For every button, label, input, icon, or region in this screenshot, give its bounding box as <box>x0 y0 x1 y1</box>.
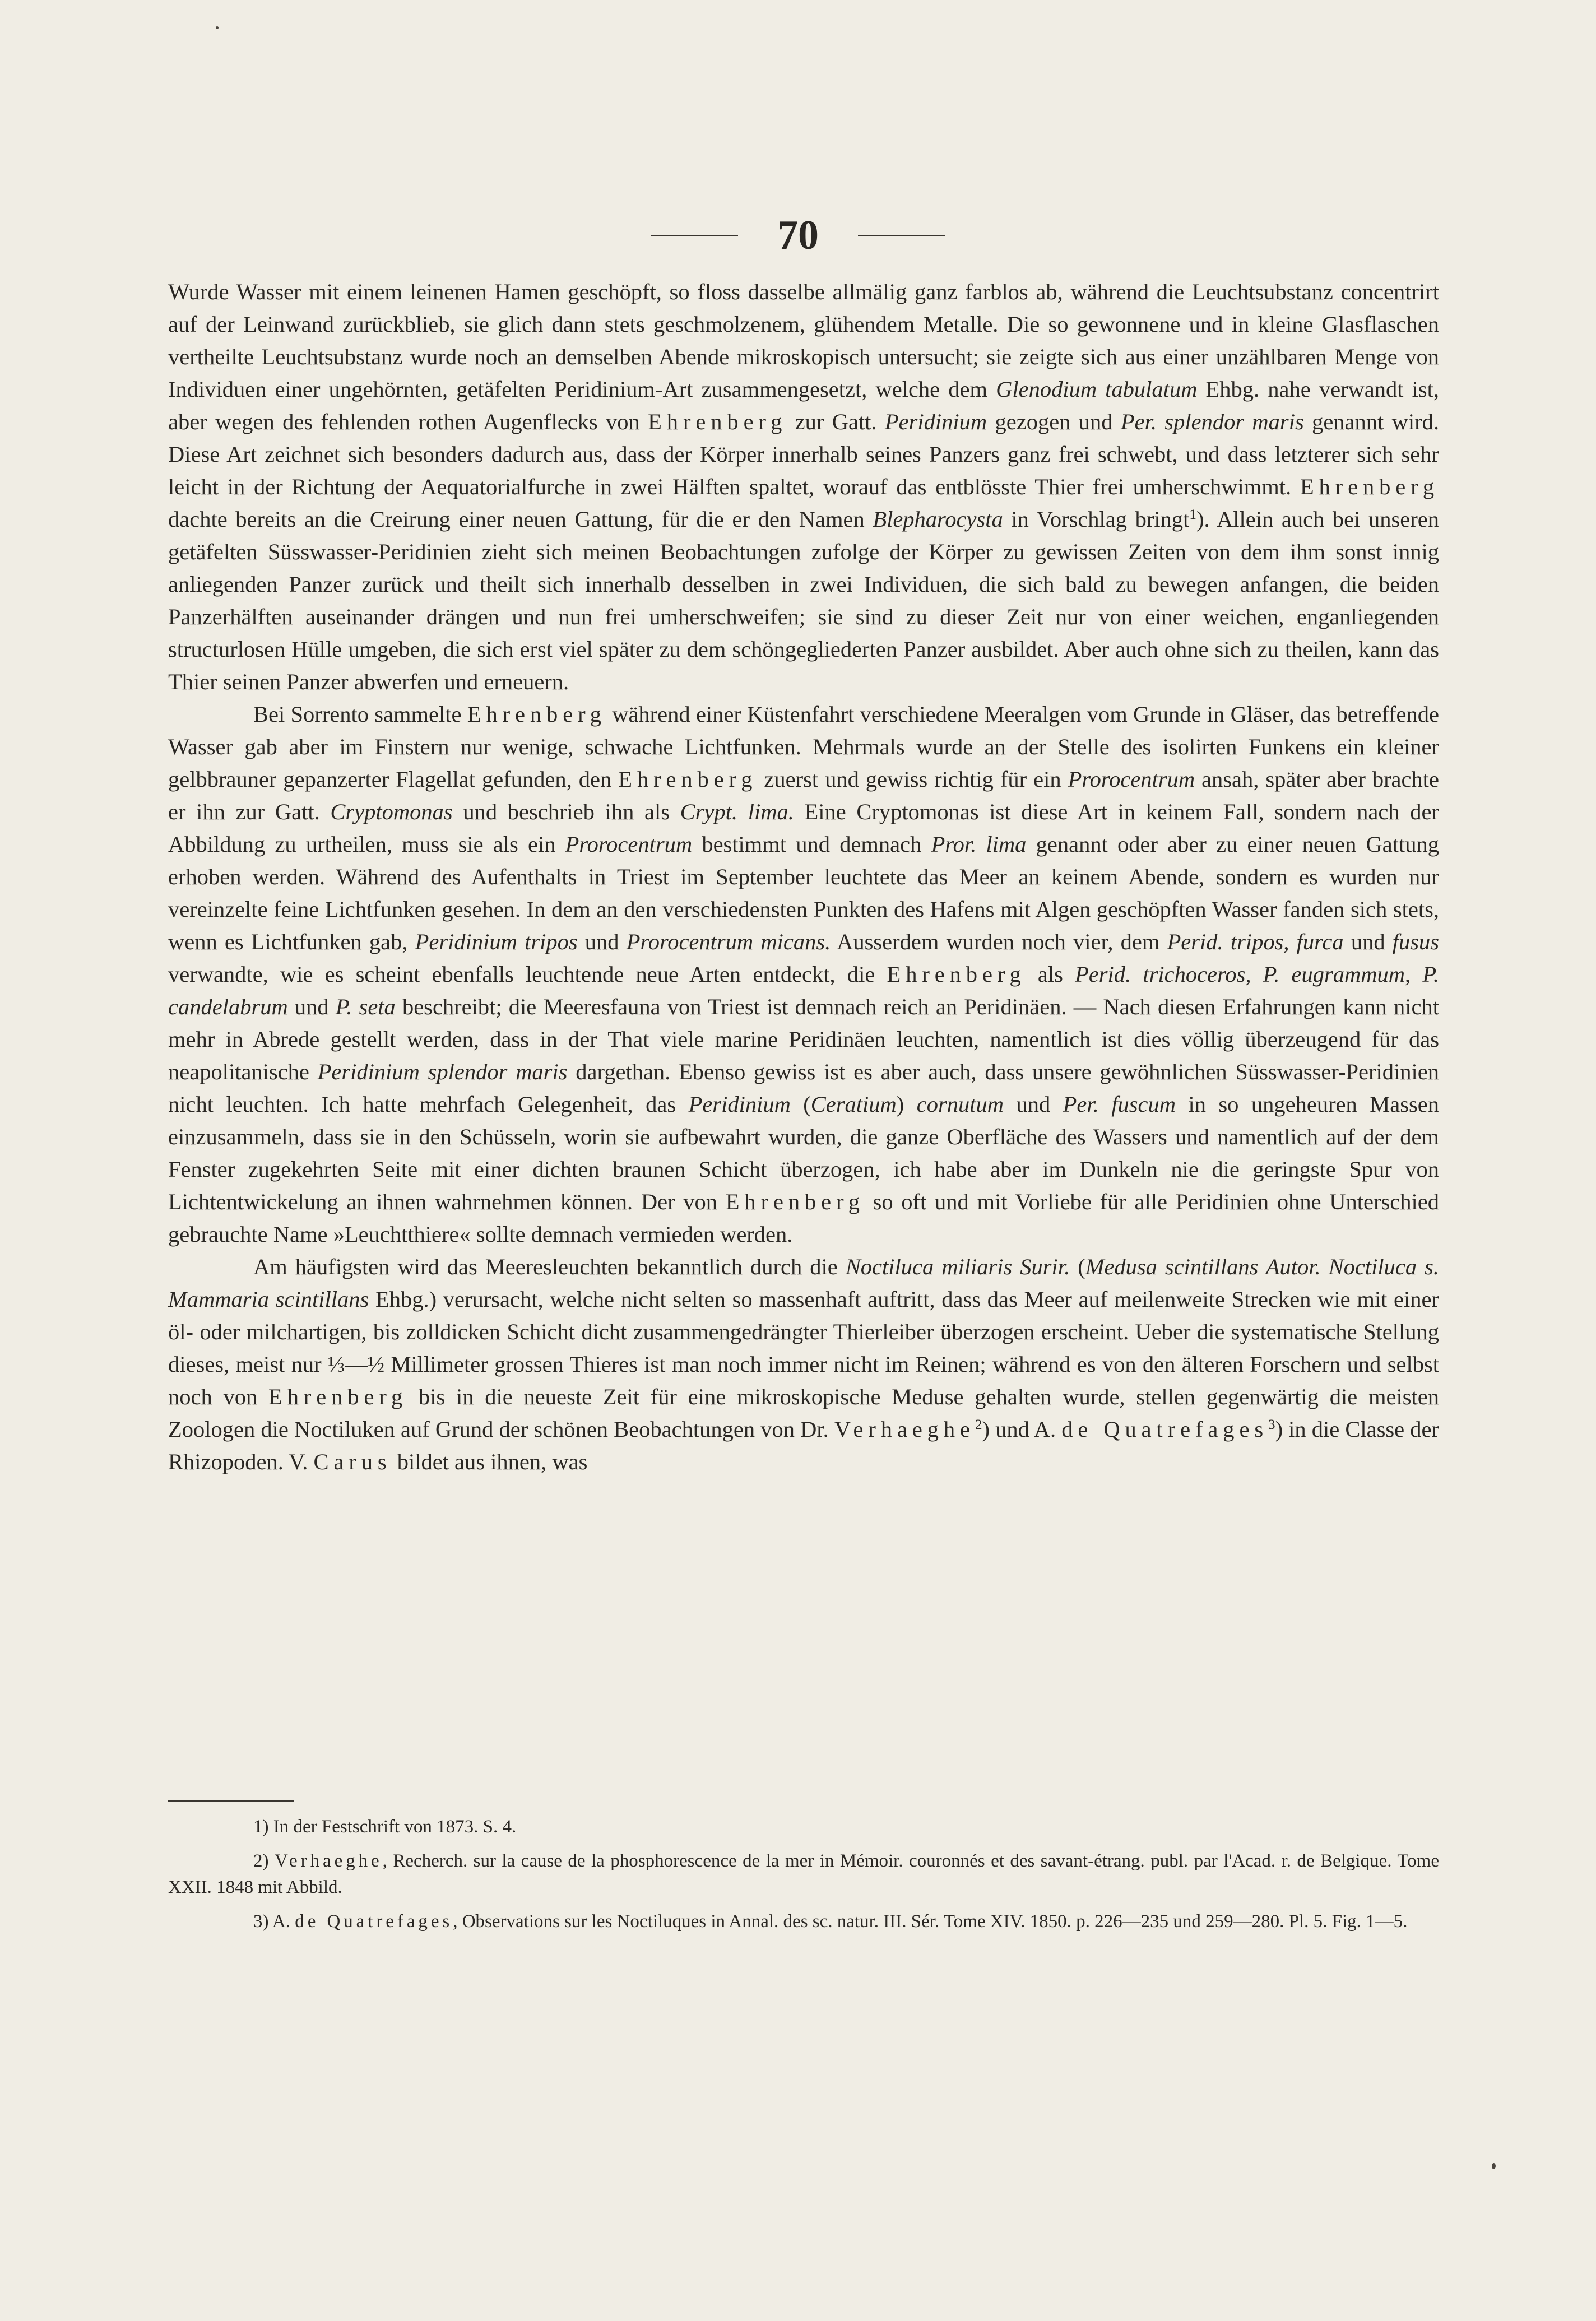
text-run: , <box>1283 929 1297 954</box>
text-run: verwandte, wie es scheint ebenfalls leuchtende neue Arten entdeckt, die <box>168 962 887 987</box>
italic-term: Peridinium <box>884 409 987 434</box>
text-run: ansah, später aber brachte er ihn zur Gatt. <box>168 767 1439 824</box>
text-run: als <box>1026 962 1075 987</box>
italic-term: Prorocentrum micans. <box>626 929 831 954</box>
italic-term: Medusa scintillans Autor. Noctiluca s. Mammaria scintillans <box>168 1254 1439 1312</box>
page-header <box>0 213 1596 258</box>
italic-term: Prorocentrum <box>565 832 693 857</box>
footnotes <box>168 1814 1439 1943</box>
text-run: Wurde Wasser mit einem leinenen Hamen geschöpft, so floss dasselbe allmälig ganz farblos ab, während die Leuchtsubstanz concentrirt auf der Leinwand zurückblieb, sie glich dann stets geschmolzenem, glühendem Metalle. Die so gewonnene und in kleine Glasflaschen vertheilte Leuchtsubstanz wurde noch an demselben Abende mikroskopisch untersucht; sie zeigte sich aus einer unzählbaren Menge von Individuen einer ungehörnten, getäfelten Peridinium-Art zusammengesetzt, welche dem <box>168 279 1439 402</box>
text-run: und beschrieb ihn als <box>452 799 680 824</box>
spaced-name: de Quatrefages <box>295 1911 453 1932</box>
body-text <box>168 276 1439 1478</box>
italic-term: Per. splendor maris <box>1120 409 1304 434</box>
italic-term: Per. fuscum <box>1063 1092 1176 1117</box>
spaced-name: Verhaeghe <box>274 1851 383 1871</box>
text-run: ( <box>1070 1254 1085 1279</box>
text-run: ( <box>790 1092 811 1117</box>
italic-term: Peridinium <box>688 1092 791 1117</box>
italic-term: furca <box>1296 929 1344 954</box>
text-run: Ehbg. nahe verwandt ist, aber wegen des fehlenden rothen Augenflecks von <box>168 377 1439 434</box>
text-run: ) <box>896 1092 917 1117</box>
header-rule-right <box>858 235 945 236</box>
text-run: in so ungeheuren Massen einzusammeln, dass sie in den Schüsseln, worin sie aufbewahrt wurden, die ganze Oberfläche des Wassers und namentlich auf der dem Fenster zugekehrten Seite mit einer dichten braunen Schicht überzogen, ich habe aber im Dunkeln nie die geringste Spur von Lichtentwickelung an ihnen wahrnehmen können. Der von <box>168 1092 1439 1214</box>
italic-term: Pror. lima <box>931 832 1027 857</box>
spaced-name: Carus <box>313 1449 392 1474</box>
text-run: und <box>1343 929 1393 954</box>
spaced-name: Ehrenberg <box>467 702 606 727</box>
text-run: und <box>287 994 336 1019</box>
text-run: bestimmt und demnach <box>692 832 931 857</box>
text-run: genannt oder aber zu einer neuen Gattung erhoben werden. Während des Aufenthalts in Triest im September leuchtete das Meer an keinem Abende, sondern es wurden nur vereinzelte feine Lichtfunken gesehen. In dem an den verschiedensten Punkten des Hafens mit Algen geschöpften Wasser fanden sich stets, wenn es Lichtfunken gab, <box>168 832 1440 954</box>
text-run: so oft und mit Vorliebe für alle Peridinien ohne Unterschied gebrauchte Name »Leuchtthiere« sollte demnach vermieden werden. <box>168 1189 1439 1247</box>
italic-term: Glenodium tabulatum <box>996 377 1198 402</box>
spaced-name: Ehrenberg <box>1300 474 1439 499</box>
text-run: Ausserdem wurden noch vier, dem <box>831 929 1167 954</box>
spaced-name: Ehrenberg <box>725 1189 865 1214</box>
text-run: und <box>577 929 627 954</box>
page-speck <box>1492 2163 1496 2169</box>
text-run: bildet aus ihnen, was <box>391 1449 588 1474</box>
text-run: Am häufigsten wird das Meeresleuchten bekanntlich durch die <box>253 1254 846 1279</box>
italic-term: Peridinium splendor maris <box>317 1059 568 1084</box>
italic-term: P. seta <box>335 994 396 1019</box>
paragraph <box>168 698 1439 1251</box>
italic-term: Noctiluca miliaris Surir. <box>845 1254 1070 1279</box>
footnote-ref: 3 <box>1268 1417 1275 1433</box>
text-run: ) in die Classe der Rhizopoden. V. <box>168 1417 1439 1474</box>
italic-term: Crypt. lima. <box>680 799 794 824</box>
paragraph <box>168 1251 1439 1478</box>
spaced-name: de Quatrefages <box>1061 1417 1268 1442</box>
italic-term: Ceratium <box>810 1092 897 1117</box>
text-run: bis in die neueste Zeit für eine mikroskopische Meduse gehalten wurde, stellen gegenwärtig die meisten Zoologen die Noctiluken auf Grund der schönen Beobachtungen von Dr. <box>168 1384 1439 1442</box>
text-run: 1) In der Festschrift von 1873. S. 4. <box>253 1817 517 1837</box>
italic-term: Perid. trichoceros, P. eugrammum <box>1075 962 1405 987</box>
text-run: dachte bereits an die Creirung einer neuen Gattung, für die er den Namen <box>168 507 873 532</box>
italic-term: fusus <box>1392 929 1440 954</box>
text-run: zuerst und gewiss richtig für ein <box>757 767 1068 792</box>
text-run: Eine Cryptomonas ist diese Art in keinem Fall, sondern nach der Abbildung zu urtheilen, muss sie als ein <box>168 799 1439 857</box>
text-run: gezogen und <box>987 409 1121 434</box>
text-run: beschreibt; die Meeresfauna von Triest ist demnach reich an Peridinäen. — Nach diesen Erfahrungen kann nicht mehr in Abrede gestellt werden, dass in der That viele marine Peridinäen leuchten, namentlich ist dies völlig überzeugend für das neapolitanische <box>168 994 1439 1084</box>
text-run: , Recherch. sur la cause de la phosphorescence de la mer in Mémoir. couronnés et des savant-étrang. publ. par l'Acad. r. de Belgique. Tome XXII. 1848 mit Abbild. <box>168 1851 1439 1897</box>
footnote <box>168 1909 1439 1935</box>
text-run: Ehbg.) verursacht, welche nicht selten so massenhaft auftritt, dass das Meer auf meilenweite Strecken wie mit einer öl- oder milchartigen, bis zolldicken Schicht dicht zusammengedrängter Thierleiber überzogen erscheint. Ueber die systematische Stellung dieses, meist nur ⅓—½ Millimeter grossen Thieres ist man noch immer nicht im Reinen; während es von den älteren Forschern und selbst noch von <box>168 1287 1439 1409</box>
text-run: während einer Küstenfahrt verschiedene Meeralgen vom Grunde in Gläser, das betreffende Wasser gab aber im Finstern nur wenige, schwache Lichtfunken. Mehrmals wurde an der Stelle des isolirten Funkens ein kleiner gelbbrauner gepanzerter Flagellat gefunden, den <box>168 702 1440 792</box>
text-run: , <box>1405 962 1423 987</box>
text-run: 2) <box>253 1851 275 1871</box>
text-run: ) und A. <box>982 1417 1062 1442</box>
spaced-name: Ehrenberg <box>618 767 758 792</box>
header-rule-left <box>651 235 738 236</box>
text-run: in Vorschlag bringt <box>1003 507 1190 532</box>
italic-term: Perid. tripos <box>1167 929 1284 954</box>
spaced-name: Verhaeghe <box>834 1417 975 1442</box>
italic-term: cornutum <box>916 1092 1004 1117</box>
spaced-name: Ehrenberg <box>887 962 1026 987</box>
text-run: 3) A. <box>253 1911 295 1932</box>
text-run: , Observations sur les Noctiluques in Annal. des sc. natur. III. Sér. Tome XIV. 1850. p. 226—235 und 259—280. Pl. 5. Fig. 1—5. <box>453 1911 1408 1932</box>
spaced-name: Ehrenberg <box>648 409 787 434</box>
text-run: ). Allein auch bei unseren getäfelten Süsswasser-Peridinien zieht sich meinen Beobachtungen zufolge der Körper zu gewissen Zeiten von dem ihm sonst innig anliegenden Panzer zurück und theilt sich innerhalb desselben in zwei Individuen, die sich bald zu bewegen anfangen, die beiden Panzerhälften auseinander drängen und nun frei umherschweifen; sie sind zu dieser Zeit nur von einer weichen, enganliegenden structurlosen Hülle umgeben, die sich erst viel später zu dem schöngegliederten Panzer ausbildet. Aber auch ohne sich zu theilen, kann das Thier seinen Panzer abwerfen und erneuern. <box>168 507 1439 694</box>
spaced-name: Ehrenberg <box>268 1384 408 1409</box>
paragraph <box>168 276 1439 698</box>
footnote-ref: 2 <box>975 1417 982 1433</box>
italic-term: Peridinium tripos <box>415 929 578 954</box>
italic-term: Cryptomonas <box>330 799 453 824</box>
italic-term: P. candelabrum <box>168 962 1439 1019</box>
footnote-ref: 1 <box>1189 507 1196 523</box>
page-speck <box>216 26 219 29</box>
italic-term: Blepharocysta <box>873 507 1003 532</box>
italic-term: Prorocentrum <box>1068 767 1195 792</box>
footnote <box>168 1848 1439 1901</box>
footnote-rule <box>168 1800 294 1802</box>
text-run: zur Gatt. <box>787 409 885 434</box>
page-number: 70 <box>777 212 819 258</box>
text-run: Bei Sorrento sammelte <box>253 702 467 727</box>
text-run: dargethan. Ebenso gewiss ist es aber auch, dass unsere gewöhnlichen Süsswasser-Peridinien nicht leuchten. Ich hatte mehrfach Gelegenheit, das <box>168 1059 1439 1117</box>
text-run: und <box>1004 1092 1063 1117</box>
text-run: genannt wird. Diese Art zeichnet sich besonders dadurch aus, dass der Körper innerhalb seines Panzers ganz frei schwebt, und dass letzterer sich sehr leicht in der Richtung der Aequatorialfurche in zwei Hälften spaltet, worauf das entblösste Thier frei umherschwimmt. <box>168 409 1439 499</box>
footnote <box>168 1814 1439 1840</box>
